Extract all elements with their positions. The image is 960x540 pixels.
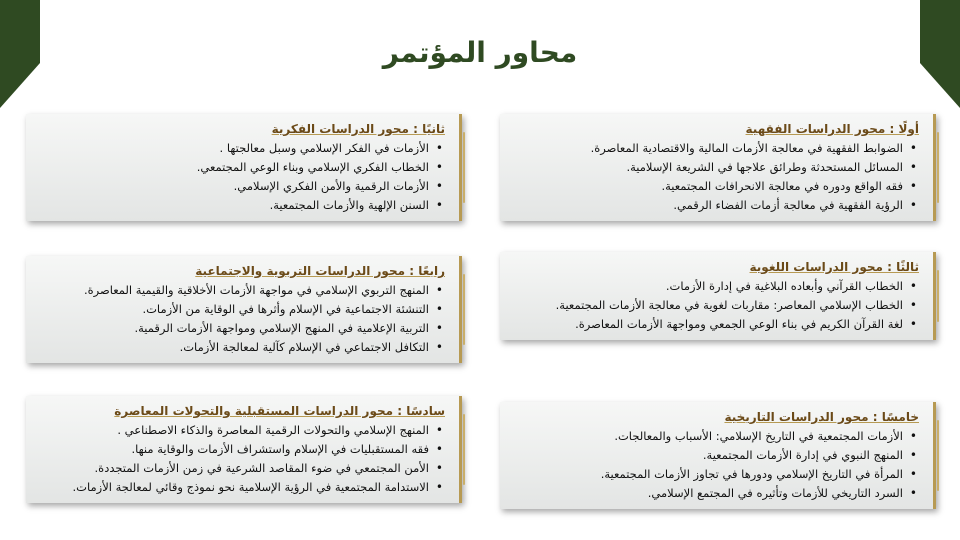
card-list xyxy=(36,139,445,215)
card-list xyxy=(510,277,919,334)
card-title: ثالثًا : محور الدراسات اللغوية xyxy=(749,260,919,274)
card-title: خامسًا : محور الدراسات التاريخية xyxy=(724,410,919,424)
list-item: • فقه المستقبليات في الإسلام واستشراف الأزمات والوقاية منها. xyxy=(36,440,429,459)
list-item: • الخطاب الفكري الإسلامي وبناء الوعي المجتمعي. xyxy=(36,158,429,177)
list-item: • المنهج التربوي الإسلامي في مواجهة الأزمات الأخلاقية والقيمية المعاصرة. xyxy=(36,281,429,300)
header-band xyxy=(40,0,920,108)
list-item: • الرؤية الفقهية في معالجة أزمات الفضاء الرقمي. xyxy=(510,196,903,215)
card-title: رابعًا : محور الدراسات التربوية والاجتماعية xyxy=(195,264,445,278)
card-intellectual-studies xyxy=(26,114,462,221)
list-item: • التربية الإعلامية في المنهج الإسلامي ومواجهة الأزمات الرقمية. xyxy=(36,319,429,338)
card-list xyxy=(510,139,919,215)
list-item: • فقه الواقع ودوره في معالجة الانحرافات المجتمعية. xyxy=(510,177,903,196)
card-future-studies xyxy=(26,396,462,503)
card-list xyxy=(36,421,445,497)
list-item: • السرد التاريخي للأزمات وتأثيره في المجتمع الإسلامي. xyxy=(510,484,903,503)
card-title: ثانيًا : محور الدراسات الفكرية xyxy=(271,122,445,136)
card-historical-studies xyxy=(500,402,936,509)
card-title: سادسًا : محور الدراسات المستقبلية والتحولات المعاصرة xyxy=(114,404,445,418)
list-item: • التنشئة الاجتماعية في الإسلام وأثرها في الوقاية من الأزمات. xyxy=(36,300,429,319)
list-item: • التكافل الاجتماعي في الإسلام كآلية لمعالجة الأزمات. xyxy=(36,338,429,357)
list-item: • المنهج النبوي في إدارة الأزمات المجتمعية. xyxy=(510,446,903,465)
list-item: • المنهج الإسلامي والتحولات الرقمية المعاصرة والذكاء الاصطناعي . xyxy=(36,421,429,440)
card-fiqh-studies xyxy=(500,114,936,221)
list-item: • الأمن المجتمعي في ضوء المقاصد الشرعية في زمن الأزمات المتجددة. xyxy=(36,459,429,478)
card-title: أولًا : محور الدراسات الفقهية xyxy=(745,122,919,136)
page-title: محاور المؤتمر xyxy=(382,36,578,69)
card-linguistic-studies xyxy=(500,252,936,340)
list-item: • الأزمات في الفكر الإسلامي وسبل معالجتها . xyxy=(36,139,429,158)
list-item: • الخطاب الإسلامي المعاصر: مقاربات لغوية في معالجة الأزمات المجتمعية. xyxy=(510,296,903,315)
list-item: • لغة القرآن الكريم في بناء الوعي الجمعي ومواجهة الأزمات المعاصرة. xyxy=(510,315,903,334)
card-list xyxy=(510,427,919,503)
card-educational-social-studies xyxy=(26,256,462,363)
list-item: • المرأة في التاريخ الإسلامي ودورها في تجاوز الأزمات المجتمعية. xyxy=(510,465,903,484)
card-list xyxy=(36,281,445,357)
list-item: • الخطاب القرآني وأبعاده البلاغية في إدارة الأزمات. xyxy=(510,277,903,296)
list-item: • الاستدامة المجتمعية في الرؤية الإسلامية نحو نموذج وقائي لمعالجة الأزمات. xyxy=(36,478,429,497)
list-item: • الضوابط الفقهية في معالجة الأزمات المالية والاقتصادية المعاصرة. xyxy=(510,139,903,158)
list-item: • الأزمات الرقمية والأمن الفكري الإسلامي. xyxy=(36,177,429,196)
list-item: • الأزمات المجتمعية في التاريخ الإسلامي: الأسباب والمعالجات. xyxy=(510,427,903,446)
list-item: • السنن الإلهية والأزمات المجتمعية. xyxy=(36,196,429,215)
list-item: • المسائل المستحدثة وطرائق علاجها في الشريعة الإسلامية. xyxy=(510,158,903,177)
